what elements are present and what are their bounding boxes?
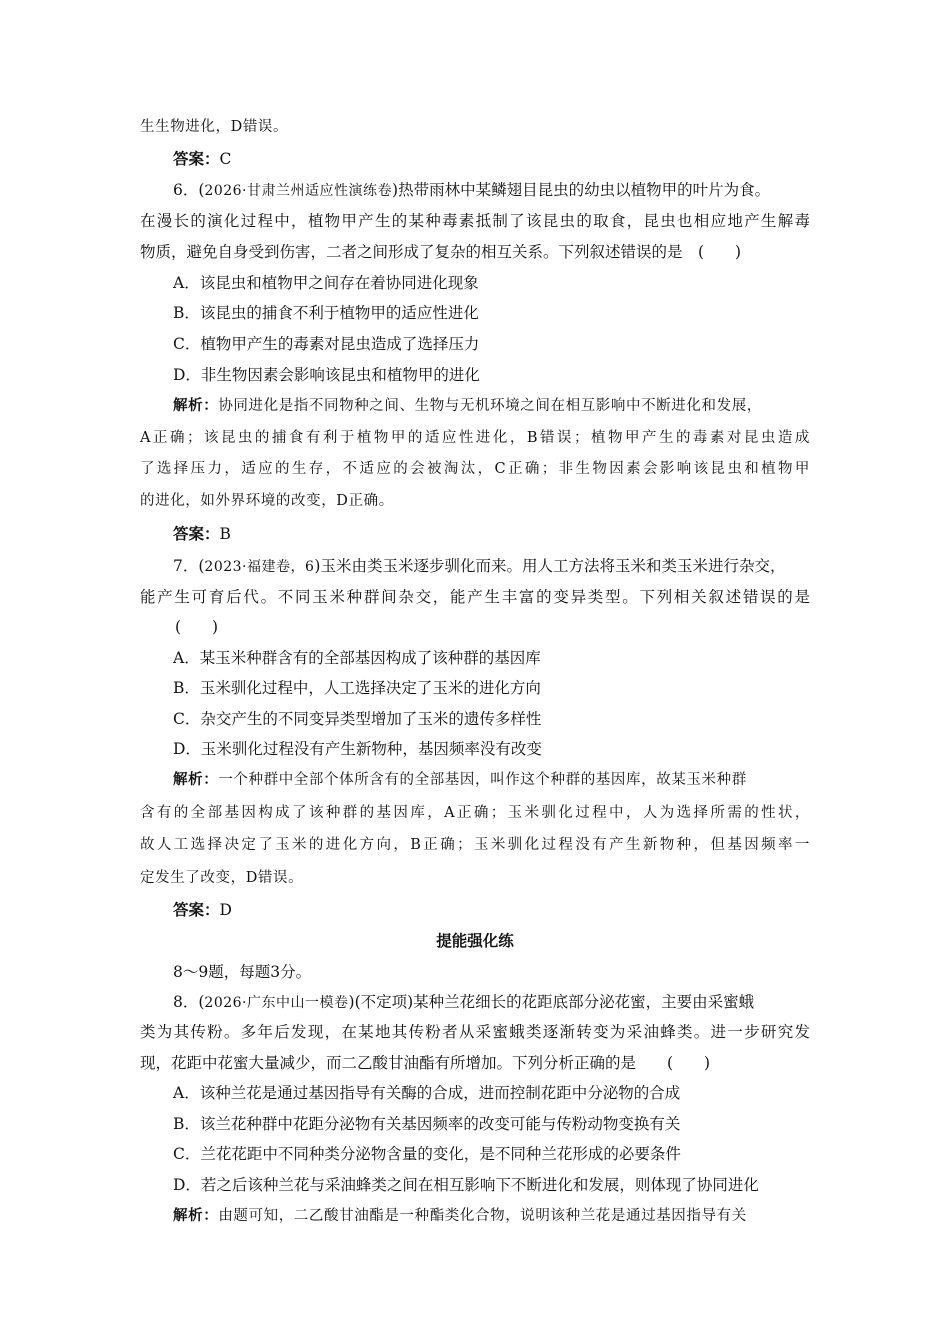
score-note: 8～9题，每题3分。 — [173, 963, 312, 981]
question-8-line-3: 现，花距中花蜜大量减少，而二乙酸甘油酯有所增加。下列分析正确的是 ( ) — [140, 1054, 711, 1072]
explanation-6-line-1 — [173, 396, 762, 416]
explanation-6-line-2: A正确；该昆虫的捕食有利于植物甲的适应性进化，B错误；植物甲产生的毒素对昆虫造成 — [140, 430, 810, 446]
question-text: )(不定项)某种兰花细长的花距底部分泌花蜜，主要由采蜜蛾 — [348, 993, 755, 1011]
option-a: A．该昆虫和植物甲之间存在着协同进化现象 — [173, 274, 479, 292]
answer-label: 答案： — [173, 524, 220, 543]
option-d: D．非生物因素会影响该昆虫和植物甲的进化 — [173, 366, 480, 384]
question-source: 2023·福建卷，6 — [204, 559, 315, 575]
answer-value: D — [219, 901, 232, 919]
question-source: 2026·甘肃兰州适应性演练卷 — [204, 183, 393, 199]
question-7-line-2: 能产生可育后代。不同玉米种群间杂交，能产生丰富的变异类型。下列相关叙述错误的是 — [140, 588, 810, 606]
answer-label: 答案： — [173, 900, 220, 919]
answer-line — [173, 524, 231, 544]
answer-line — [173, 149, 231, 169]
option-c: C．杂交产生的不同变异类型增加了玉米的遗传多样性 — [173, 710, 542, 728]
option-b: B．该兰花种群中花距分泌物有关基因频率的改变可能与传粉动物变换有关 — [173, 1115, 681, 1133]
explanation-7-line-4: 定发生了改变，D错误。 — [140, 870, 304, 886]
explanation-6-line-3: 了选择压力，适应的生存，不适应的会被淘汰，C正确；非生物因素会影响该昆虫和植物甲 — [140, 461, 810, 477]
answer-label: 答案： — [173, 149, 220, 168]
option-d: D．玉米驯化过程没有产生新物种，基因频率没有改变 — [173, 740, 542, 758]
option-b: B．玉米驯化过程中，人工选择决定了玉米的进化方向 — [173, 679, 541, 697]
explanation-label: 解析： — [173, 1207, 219, 1224]
option-d: D．若之后该种兰花与采油蜂类之间在相互影响下不断进化和发展，则体现了协同进化 — [173, 1176, 759, 1194]
question-number: 7．( — [173, 557, 205, 575]
question-number: 8．( — [173, 993, 205, 1011]
option-b: B．该昆虫的捕食不利于植物甲的适应性进化 — [173, 304, 479, 322]
section-title: 提能强化练 — [436, 931, 514, 950]
option-c: C．兰花花距中不同种类分泌物含量的变化，是不同种兰花形成的必要条件 — [173, 1145, 681, 1163]
question-number: 6．( — [173, 181, 205, 199]
question-source: 2026·广东中山一模卷 — [204, 995, 349, 1011]
answer-value: B — [219, 525, 231, 543]
explanation-text: 一个种群中全部个体所含有的全部基因，叫作这个种群的基因库，故某玉米种群 — [218, 772, 747, 788]
question-8-line-2: 类为其传粉。多年后发现，在某地其传粉者从采蜜蛾类逐渐转变为采油蜂类。进一步研究发 — [140, 1023, 810, 1041]
option-c: C．植物甲产生的毒素对昆虫造成了选择压力 — [173, 335, 480, 353]
option-a: A．某玉米种群含有的全部基因构成了该种群的基因库 — [173, 649, 541, 667]
question-text: )热带雨林中某鳞翅目昆虫的幼虫以植物甲的叶片为食。 — [392, 181, 771, 199]
question-text: )玉米由类玉米逐步驯化而来。用人工方法将玉米和类玉米进行杂交， — [314, 557, 786, 575]
answer-line — [173, 900, 232, 920]
explanation-label: 解析： — [173, 771, 219, 788]
question-8-line-1 — [173, 992, 754, 1013]
explanation-label: 解析： — [173, 397, 219, 414]
question-7-line-1 — [173, 556, 785, 577]
explanation-7-line-1 — [173, 770, 747, 790]
answer-value: C — [219, 150, 232, 168]
explanation-8-line-1 — [173, 1206, 747, 1226]
explanation-text: 由题可知，二乙酸甘油酯是一种酯类化合物，说明该种兰花是通过基因指导有关 — [218, 1208, 747, 1224]
explanation-7-line-2: 含有的全部基因构成了该种群的基因库，A正确；玉米驯化过程中，人为选择所需的性状， — [140, 805, 810, 821]
explanation-7-line-3: 故人工选择决定了玉米的进化方向，B正确；玉米驯化过程没有产生新物种，但基因频率一 — [140, 837, 810, 853]
explanation-text: 协同进化是指不同物种之间、生物与无机环境之间在相互影响中不断进化和发展， — [218, 398, 762, 414]
option-a: A．该种兰花是通过基因指导有关酶的合成，进而控制花距中分泌物的合成 — [173, 1084, 681, 1102]
question-6-line-3: 物质，避免自身受到伤害，二者之间形成了复杂的相互关系。下列叙述错误的是 ( ) — [140, 243, 742, 261]
question-6-line-1 — [173, 180, 770, 201]
answer-blank: ( ) — [175, 618, 219, 636]
question-6-line-2: 在漫长的演化过程中，植物甲产生的某种毒素抵制了该昆虫的取食，昆虫也相应地产生解毒 — [140, 212, 810, 230]
text-line: 生生物进化，D错误。 — [140, 119, 289, 135]
explanation-6-line-4: 的进化，如外界环境的改变，D正确。 — [140, 493, 394, 509]
